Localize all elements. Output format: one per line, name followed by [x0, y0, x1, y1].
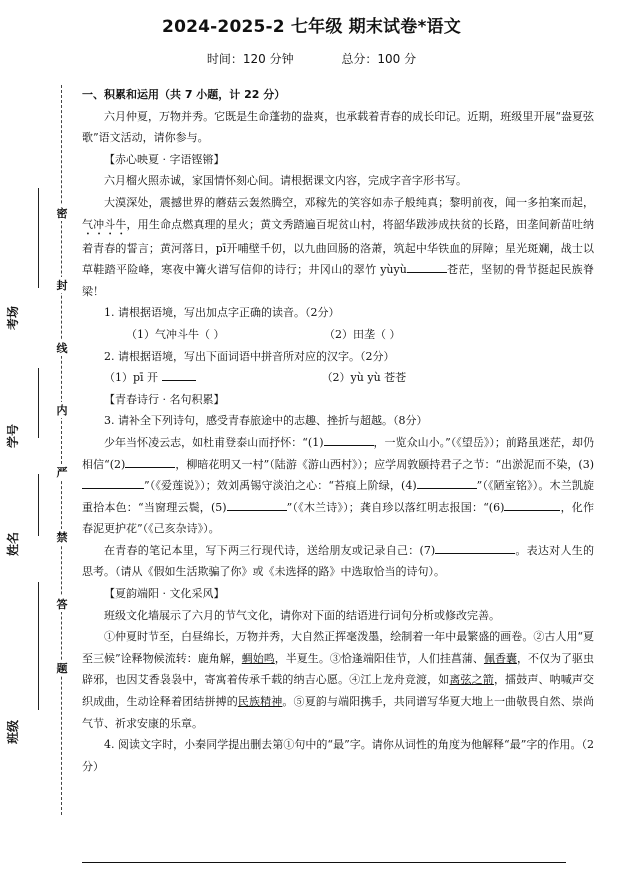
poem-text: ”（《爱莲说》）；效刘禹锡守淡泊之心：“苔痕上阶绿，(4): [144, 479, 417, 493]
wall-underlined: 离弦之箭: [449, 673, 494, 687]
seal-char: 线: [56, 342, 68, 355]
answer-line[interactable]: [82, 862, 566, 863]
wall-text: ，擂鼓声、呐喊声交织成曲，生动诠释着团结拼搏的: [82, 673, 595, 709]
seal-char: 内: [56, 404, 68, 417]
section-heading: 一、积累和运用（共 7 小题，计 22 分）: [82, 88, 286, 101]
question-2-items: [82, 367, 594, 389]
field-student-number-line[interactable]: [38, 368, 39, 438]
wall-text: ，半夏生。③恰逢端阳佳节，人们挂菖蒲、: [274, 651, 484, 665]
culture-wall-text: [82, 626, 594, 734]
answer-blank[interactable]: [407, 260, 447, 273]
seal-char: 严: [56, 466, 68, 479]
seal-char: 禁: [56, 531, 68, 544]
part-title: 【夏韵端阳 · 文化采风】: [104, 587, 225, 601]
answer-blank[interactable]: [125, 455, 175, 468]
question-1-a[interactable]: （1）气冲斗牛（ ）: [126, 327, 225, 341]
wall-text: 。⑤夏韵与端阳携手，共同谱写华夏大地上一曲敬畏自然、崇尚气节、祈求安康的乐章。: [82, 695, 595, 730]
question-3-prompt: 3. 请补全下列诗句，感受青春旅途中的志趣、挫折与超越。（8分）: [104, 414, 428, 428]
exam-time: 时间：120 分钟: [206, 52, 294, 66]
answer-blank[interactable]: [227, 498, 287, 511]
field-class-line[interactable]: [38, 582, 39, 710]
answer-blank[interactable]: [435, 541, 515, 554]
passage-text: 苍茫，坚韧的骨节挺起民族脊梁！: [82, 263, 595, 298]
poem-text: 。表达对人生的思考。（请从《假如生活欺骗了你》或《未选择的路》中选取恰当的诗句）。: [82, 543, 594, 579]
poem-text: ”（《木兰诗》）；龚自珍以落红明志报国：“(6): [286, 500, 505, 514]
poem-text: 在青春的笔记本里，写下两三行现代诗，送给朋友或记录自己：(7): [104, 543, 436, 557]
exam-content: [82, 84, 594, 777]
passage-text: ，用生命点燃真理的星火；黄文秀踏遍百坭贫山村，将韶华跋涉成扶贫的长路，田垄间新苗吐纳着青春的誓言；黄河落日，: [82, 217, 595, 255]
section-intro: 六月仲夏，万物并秀。它既是生命蓬勃的盎爽，也承载着青春的成长印记。近期，班级里开展“盎夏弦歌”语文活动，请你参与。: [82, 109, 594, 145]
part-title: 【赤心映夏 · 字语铿锵】: [104, 152, 225, 166]
question-1-items: [82, 324, 594, 346]
reading-passage: [82, 192, 594, 302]
field-class: 班级: [6, 719, 20, 744]
question-3-body: [82, 432, 594, 540]
exam-score: 总分：100 分: [341, 52, 417, 66]
answer-blank[interactable]: [82, 476, 144, 489]
exam-meta: [0, 50, 623, 67]
seal-char: 密: [56, 207, 68, 220]
answer-blank[interactable]: [417, 476, 477, 489]
question-2-prompt: 2. 请根据语境，写出下面词语中拼音所对应的汉字。（2分）: [104, 349, 395, 363]
part-intro: 六月榴火照赤诚，家国情怀刻心间。请根据课文内容，完成字音字形书写。: [104, 174, 467, 188]
answer-blank[interactable]: [324, 433, 374, 446]
answer-blank[interactable]: [504, 498, 560, 511]
seal-char: 题: [56, 662, 68, 675]
field-name: 姓名: [6, 531, 20, 556]
question-1-prompt: 1. 请根据语境，写出加点字正确的读音。（2分）: [104, 306, 340, 320]
poem-text: ，一览众山小。”（《望岳》）；前路虽迷茫，却仍相信“(2): [82, 435, 594, 471]
question-2-a: （1）pī 开: [104, 371, 159, 385]
field-name-line[interactable]: [38, 474, 39, 536]
seal-dashed-line: [61, 85, 62, 815]
poem-text: ，化作春泥更护花”（《己亥杂诗》）。: [82, 500, 595, 536]
part-title: 【青春诗行 · 名句积累】: [104, 392, 225, 406]
wall-text: ①仲夏时节至，白昼绵长，万物并秀，大自然正挥毫泼墨，绘制着一年中最繁盛的画卷。②古人用“夏至三候”诠释物候流转：鹿角解，: [82, 630, 594, 665]
poem-text: ，柳暗花明又一村”（陆游《游山西村》）；应学周敦颐持君子之节：“出淤泥而不染，(3): [175, 457, 594, 471]
passage-text: 大漠深处，震撼世界的蘑菇云轰然腾空，邓稼先的笑容如赤子般纯真；黎明前夜，闻一多拍案而起，: [104, 195, 594, 209]
field-exam-room-line[interactable]: [38, 188, 39, 288]
question-3-poem: [82, 540, 594, 583]
wall-underlined: 民族精神: [237, 695, 283, 709]
wall-text: ，不仅为了驱虫辟邪，也因艾香袅袅中，寄寓着传承千载的纳吉心愿。④江上龙舟竞渡，如: [82, 651, 595, 687]
poem-text: 少年当怀凌云志，如杜甫登泰山而抒怀：“(1): [104, 435, 324, 449]
passage-text: 开哺壁千仞，以九曲回肠的洛萧，筑起中华铁血的屏障；星光斑斓，战士以草鞋踏平险峰，寒夜中篝火谱写信仰的诗行；井冈山的翠竹 yùyù: [82, 241, 594, 277]
wall-underlined: 佩香囊: [483, 651, 517, 665]
field-student-number: 学号: [6, 423, 20, 448]
question-1-b[interactable]: （2）田垄（ ）: [324, 327, 401, 341]
seal-char: 封: [56, 279, 68, 292]
field-exam-room: 考场: [6, 305, 20, 330]
question-4-prompt: 4. 阅读文字时，小秦同学提出删去第①句中的“最”字。请你从词性的角度为他解释“最”字的作用。（2分）: [82, 738, 594, 773]
seal-char: 答: [56, 598, 68, 611]
wall-underlined: 蜩始鸣: [241, 651, 275, 665]
poem-text: ”（《陋室铭》）。木兰凯旋重拾本色：“当窗理云鬓，(5): [82, 479, 594, 514]
exam-title: 2024-2025-2 七年级 期末试卷*语文: [162, 17, 461, 37]
answer-blank[interactable]: [162, 368, 196, 381]
passage-pinyin: pī: [215, 241, 227, 255]
question-2-b: （2）yù yù 苍苍: [321, 371, 407, 385]
passage-dotted-word: 气冲斗牛: [82, 217, 127, 231]
part-intro: 班级文化墙展示了六月的节气文化，请你对下面的结语进行词句分析或修改完善。: [104, 608, 500, 622]
